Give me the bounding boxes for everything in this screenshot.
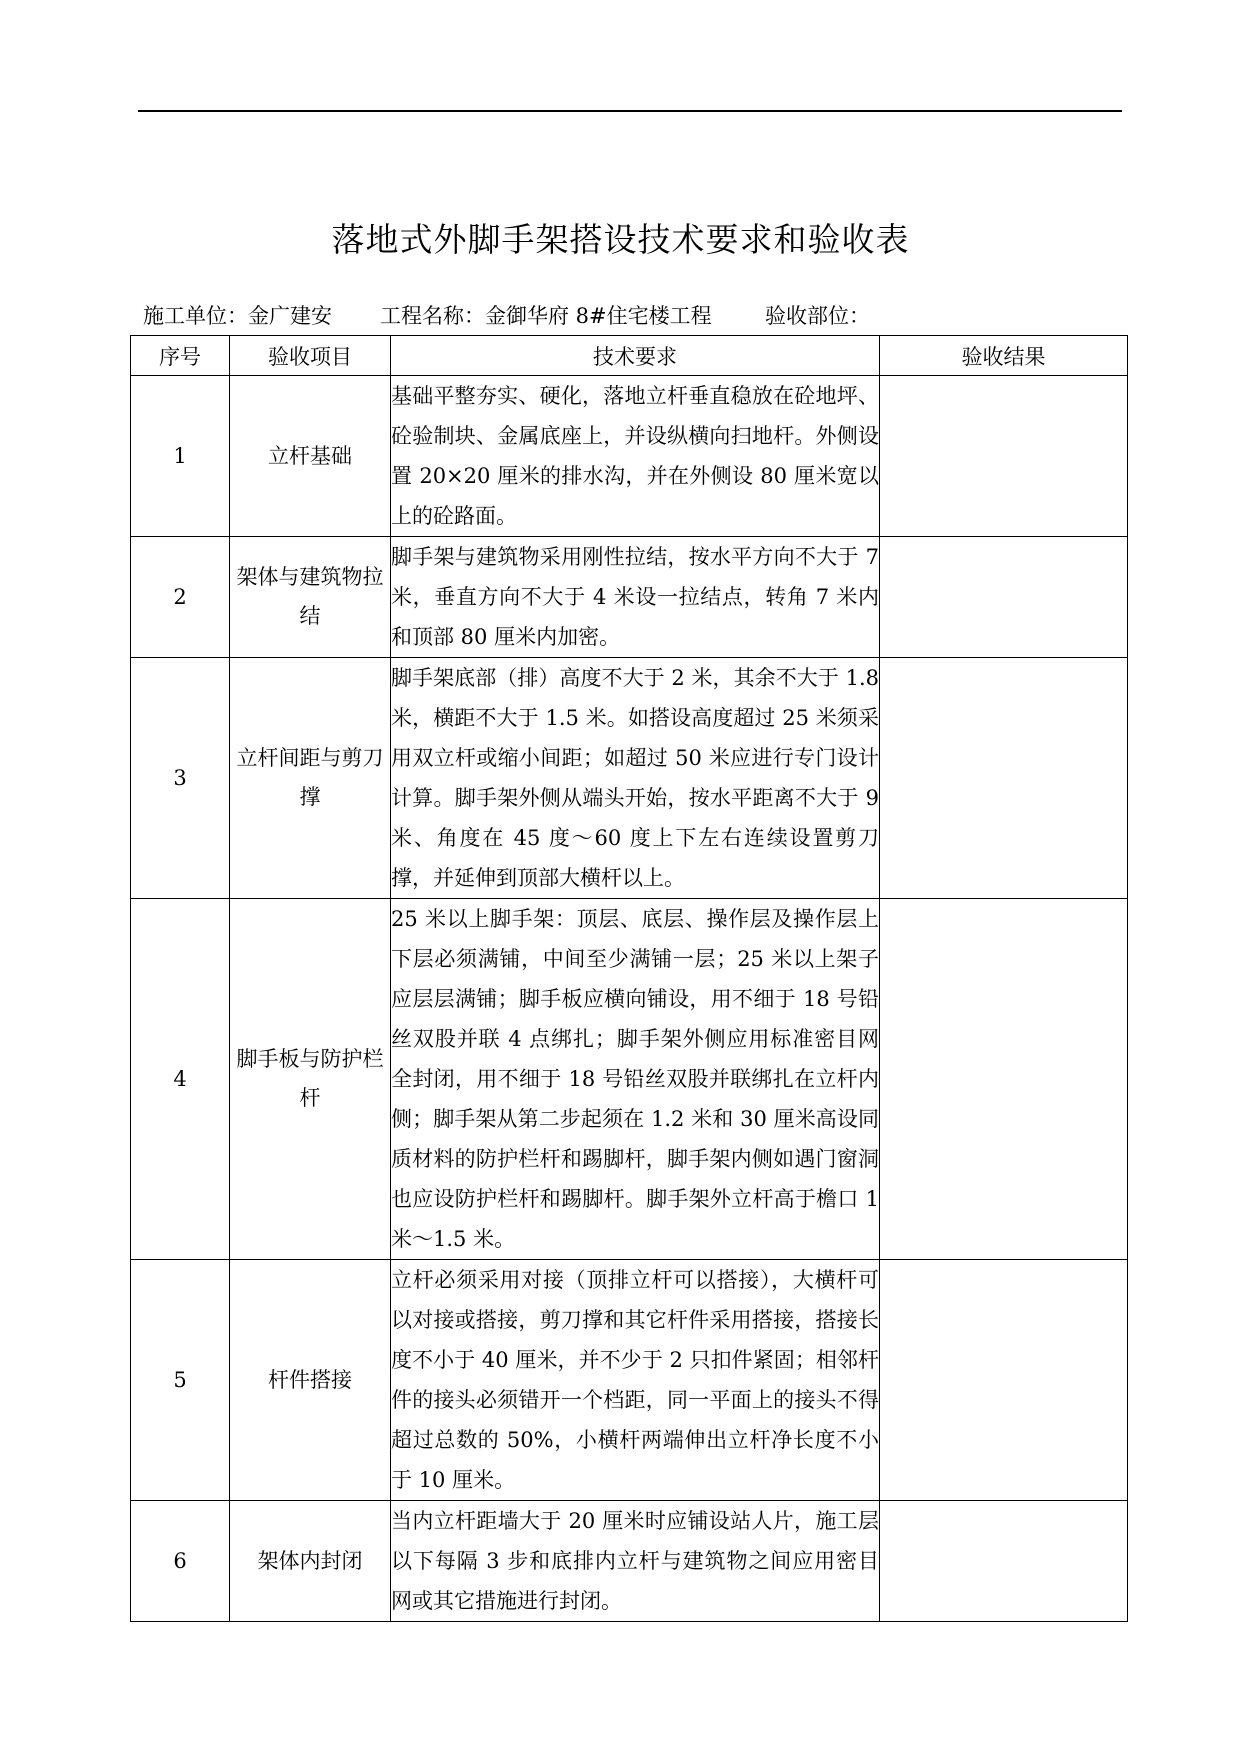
row-no: 5: [131, 1260, 230, 1501]
row-item: 脚手板与防护栏杆: [230, 899, 391, 1260]
row-requirement: 脚手架底部（排）高度不大于 2 米，其余不大于 1.8 米，横距不大于 1.5 米。如搭设高度超过 25 米须采用双立杆或缩小间距；如超过 50 米应进行专门设计计算。脚手架外侧从端头开始，按水平距离不大于 9 米、角度在 45 度～60 度上下左右连续设置剪刀撑，并延伸到顶部大横杆以上。: [391, 658, 880, 899]
row-no: 4: [131, 899, 230, 1260]
header-no: 序号: [131, 336, 230, 376]
row-requirement: 立杆必须采用对接（顶排立杆可以搭接），大横杆可以对接或搭接，剪刀撑和其它杆件采用搭接，搭接长度不小于 40 厘米，并不少于 2 只扣件紧固；相邻杆件的接头必须错开一个档距，同一平面上的接头不得超过总数的 50%，小横杆两端伸出立杆净长度不小于 10 厘米。: [391, 1260, 880, 1501]
row-result: [880, 658, 1128, 899]
row-item: 立杆间距与剪刀撑: [230, 658, 391, 899]
acceptance-part: 验收部位：: [765, 304, 870, 328]
table-row: [131, 1260, 1128, 1501]
construction-unit: 施工单位：金广建安: [143, 304, 332, 328]
row-no: 1: [131, 376, 230, 537]
row-no: 6: [131, 1501, 230, 1622]
table-row: [131, 537, 1128, 658]
table-header-row: [131, 336, 1128, 376]
header-result: 验收结果: [880, 336, 1128, 376]
row-item: 架体内封闭: [230, 1501, 391, 1622]
row-result: [880, 537, 1128, 658]
row-no: 3: [131, 658, 230, 899]
project-name: 工程名称：金御华府 8#住宅楼工程: [380, 304, 712, 328]
header-requirement: 技术要求: [391, 336, 880, 376]
row-requirement: 当内立杆距墙大于 20 厘米时应铺设站人片，施工层以下每隔 3 步和底排内立杆与建筑物之间应用密目网或其它措施进行封闭。: [391, 1501, 880, 1622]
row-no: 2: [131, 537, 230, 658]
row-result: [880, 1260, 1128, 1501]
acceptance-table: [130, 335, 1128, 1622]
row-item: 杆件搭接: [230, 1260, 391, 1501]
row-requirement: 脚手架与建筑物采用刚性拉结，按水平方向不大于 7 米，垂直方向不大于 4 米设一拉结点，转角 7 米内和顶部 80 厘米内加密。: [391, 537, 880, 658]
document-title: 落地式外脚手架搭设技术要求和验收表: [331, 220, 910, 259]
header-item: 验收项目: [230, 336, 391, 376]
table-row: [131, 1501, 1128, 1622]
table-row: [131, 658, 1128, 899]
row-result: [880, 376, 1128, 537]
row-requirement: 25 米以上脚手架：顶层、底层、操作层及操作层上下层必须满铺，中间至少满铺一层；25 米以上架子应层层满铺；脚手板应横向铺设，用不细于 18 号铅丝双股并联 4 点绑扎；脚手架外侧应用标准密目网全封闭，用不细于 18 号铅丝双股并联绑扎在立杆内侧；脚手架从第二步起须在 1.2 米和 30 厘米高设同质材料的防护栏杆和踢脚杆，脚手架内侧如遇门窗洞也应设防护栏杆和踢脚杆。脚手架外立杆高于檐口 1 米～1.5 米。: [391, 899, 880, 1260]
row-item: 立杆基础: [230, 376, 391, 537]
info-row: [143, 301, 870, 331]
table-row: [131, 899, 1128, 1260]
header-rule: [138, 110, 1122, 112]
table-row: [131, 376, 1128, 537]
row-requirement: 基础平整夯实、硬化，落地立杆垂直稳放在砼地坪、砼验制块、金属底座上，并设纵横向扫地杆。外侧设置 20×20 厘米的排水沟，并在外侧设 80 厘米宽以上的砼路面。: [391, 376, 880, 537]
row-result: [880, 899, 1128, 1260]
row-result: [880, 1501, 1128, 1622]
row-item: 架体与建筑物拉结: [230, 537, 391, 658]
